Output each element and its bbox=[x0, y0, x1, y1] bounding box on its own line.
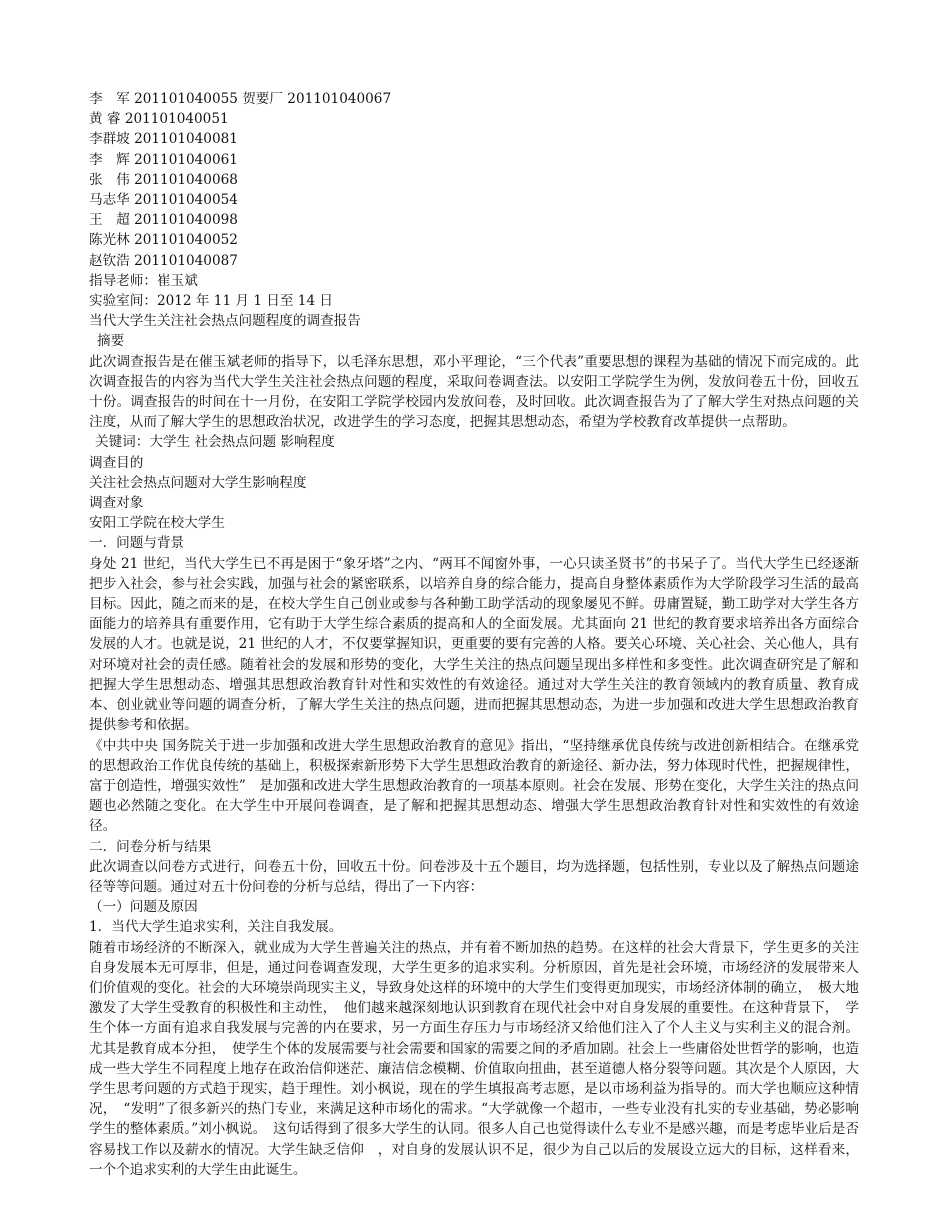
abstract-heading: 摘要 bbox=[97, 333, 125, 350]
section1-paragraph-1: 身处 21 世纪，当代大学生已不再是困于“象牙塔”之内、“两耳不闻窗外事，一心只读圣贤书”的书呆子了。当代大学生已经逐渐把步入社会，参与社会实践，加强与社会的紧密联系，以培养自身的综合能力，提高自身整体素质作为大学阶段学习生活的最高目标。因此，随之而来的是，在校大学生自己创业或参与各种勤工助学活动的现象屡见不鲜。毋庸置疑，勤工助学对大学生各方面能力的培养具有重要作用，它有助于大学生综合素质的提高和人的全面发展。尤其面向 21 世纪的教育要求培养出各方面综合发展的人才。也就是说，21 世纪的人才，不仅要掌握知识，更重要的要有完善的人格。要关心环境、关心社会、关心他人，具有对环境对社会的责任感。随着社会的发展和形势的变化，大学生关注的热点问题呈现出多样性和多变性。此次调查研究是了解和把握大学生思想动态、增强其思想政治教育针对性和实效性的有效途径。通过对大学生关注的教育领域内的教育质量、教育成本、创业就业等问题的调查分析，了解大学生关注的热点问题，进而把握其思想动态，为进一步加强和改进大学生思想政治教育提供参考和依据。 bbox=[89, 555, 859, 734]
member-line: 赵钦浩 201101040087 bbox=[89, 252, 238, 269]
member-line: 张 伟 201101040068 bbox=[89, 171, 238, 188]
object-text: 安阳工学院在校大学生 bbox=[89, 515, 225, 532]
section2-heading: 二．问卷分析与结果 bbox=[89, 838, 212, 855]
keywords-line: 关键词：大学生 社会热点问题 影响程度 bbox=[95, 434, 335, 451]
purpose-heading: 调查目的 bbox=[89, 454, 144, 471]
section2-paragraph-1: 此次调查以问卷方式进行，问卷五十份，回收五十份。问卷涉及十五个题目，均为选择题，包括性别，专业以及了解热点问题途径等等问题。通过对五十份问卷的分析与总结，得出了一下内容： bbox=[89, 858, 859, 895]
section1-heading: 一．问题与背景 bbox=[89, 535, 185, 552]
member-line: 黄 睿 201101040051 bbox=[89, 111, 229, 128]
item1-heading: 1．当代大学生追求实利，关注自我发展。 bbox=[89, 919, 343, 936]
member-line: 陈光林 201101040052 bbox=[89, 232, 238, 249]
report-title: 当代大学生关注社会热点问题程度的调查报告 bbox=[89, 313, 361, 330]
member-line: 李 军 201101040055 贺要厂 201101040067 bbox=[89, 91, 392, 107]
object-heading: 调查对象 bbox=[89, 495, 144, 512]
member-line: 王 超 201101040098 bbox=[89, 212, 238, 229]
abstract-text: 此次调查报告是在催玉斌老师的指导下，以毛泽东思想，邓小平理论，“三个代表”重要思想的课程为基础的情况下而完成的。此次调查报告的内容为当代大学生关注社会热点问题的程度，采取问卷调查法。以安阳工学院学生为例，发放问卷五十份，回收五十份。调查报告的时间在十一月份，在安阳工学院学校园内发放问卷，及时回收。此次调查报告为了了解大学生对热点问题的关注度，从而了解大学生的思想政治状况，改进学生的学习态度，把握其思想动态，希望为学校教育改革提供一点帮助。 bbox=[89, 353, 859, 431]
advisor-line: 指导老师：崔玉斌 bbox=[89, 272, 198, 289]
member-line: 李群坡 201101040081 bbox=[89, 131, 238, 148]
subsection1-heading: （一）问题及原因 bbox=[89, 899, 198, 916]
section1-paragraph-2: 《中共中央 国务院关于进一步加强和改进大学生思想政治教育的意见》指出，“坚持继承优良传统与改进创新相结合。在继承党的思想政治工作优良传统的基础上，积极探索新形势下大学生思想政治教育的新途径、新办法，努力体现时代性，把握规律性，富于创造性，增强实效性” 是加强和改进大学生思想政治教育的一项基本原则。社会在发展、形势在变化，大学生关注的热点问题也必然随之变化。在大学生中开展问卷调查，是了解和把握其思想动态、增强大学生思想政治教育针对性和实效性的有效途径。 bbox=[89, 737, 859, 835]
document-page bbox=[89, 89, 859, 1180]
lab-time-line: 实验室间：2012 年 11 月 1 日至 14 日 bbox=[89, 293, 334, 310]
member-line: 马志华 201101040054 bbox=[89, 192, 238, 209]
member-line: 李 辉 201101040061 bbox=[89, 151, 238, 168]
purpose-text: 关注社会热点问题对大学生影响程度 bbox=[89, 474, 307, 491]
item1-paragraph: 随着市场经济的不断深入，就业成为大学生普遍关注的热点，并有着不断加热的趋势。在这样的社会大背景下，学生更多的关注自身发展本无可厚非，但是，通过问卷调查发现，大学生更多的追求实利。分析原因，首先是社会环境，市场经济的发展带来人们价值观的变化。社会的大环境崇尚现实主义，导致身处这样的环境中的大学生们变得更加现实，市场经济体制的确立， 极大地激发了大学生受教育的积极性和主动性， 他们越来越深刻地认识到教育在现代社会中对自身发展的重要性。在这种背景下， 学生个体一方面有追求自我发展与完善的内在要求，另一方面生存压力与市场经济又给他们注入了个人主义与实利主义的混合剂。尤其是教育成本分担， 使学生个体的发展需要与社会需要和国家的需要之间的矛盾加剧。社会上一些庸俗处世哲学的影响，也造成一些大学生不同程度上地存在政治信仰迷茫、廉洁信念模糊、价值取向扭曲，甚至道德人格分裂等问题。其次是个人原因，大学生思考问题的方式趋于现实，趋于理性。刘小枫说，现在的学生填报高考志愿，是以市场利益为指导的。而大学也顺应这种情况， “发明”了很多新兴的热门专业，来满足这种市场化的需求。“大学就像一个超市，一些专业没有扎实的专业基础，势必影响学生的整体素质。”刘小枫说。 这句话得到了很多大学生的认同。很多人自己也觉得读什么专业不是感兴趣，而是考虑毕业后是否容易找工作以及薪水的情况。大学生缺乏信仰 ，对自身的发展认识不足，很少为自己以后的发展设立远大的目标，这样看来，一个个追求实利的大学生由此诞生。 bbox=[89, 939, 859, 1178]
